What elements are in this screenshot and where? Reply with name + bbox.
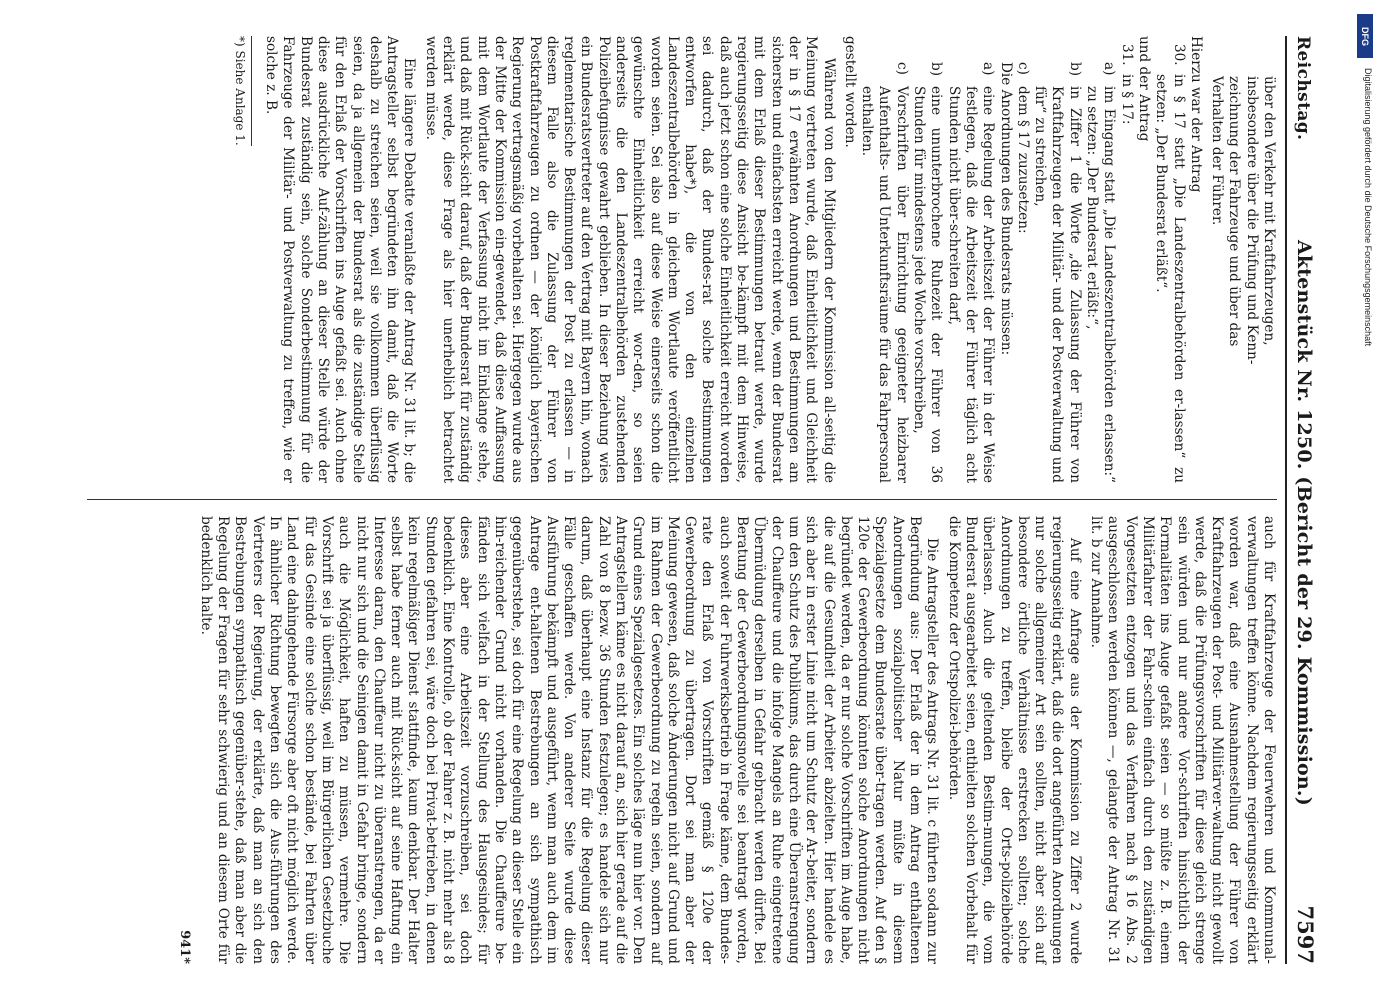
order-c [858,36,910,483]
body-paragraph: Während von den Mitgliedern der Kommission all-seitig die Meinung vertreten wurde, daß Einheitlichkeit und Gleichheit der in § 17 erwähnten Anordnungen und Bestimmungen am sichersten und einfachsten erreicht werde, wenn der Bundesrat mit dem Erlaß dieser Bestimmungen betraut werde, wurde regierungsseitig diese Ansicht be-kämpft mit dem Hinweise, daß auch jetzt schon eine solche Einheitlichkeit erreicht worden sei dadurch, daß der Bundes-rat solche Bestimmungen entworfen habe*), die von den einzelnen Landeszentralbehörden in gleichem Wortlaute veröffentlicht worden seien. Sei also auf diese Weise einerseits schon die gewünschte Einheitlichkeit erreicht wor-den, so seien anderseits die den Landeszentralbehörden zustehenden Polizeibefugnisse gewahrt geblieben. In dieser Beziehung wies ein Bundesratsvertreter auf den Vertrag mit Bayern hin, wonach reglementarische Bestimmungen der Post zu erlassen — in diesem Falle also die Zulassung der Führer von Postkraftfahrzeugen zu ordnen — der königlich bayerischen Regierung vertragsmäßig vorbehalten sei. Hiergegen wurde aus der Mitte der Kommission ein-gewendet, daß diese Auffassung mit dem Wortlaute der Verfassung nicht im Einklange stehe, und daß mit Rück-sicht darauf, daß der Bundesrat für zuständig erklärt werde, diese Frage als hier unerheblich betrachtet werden müsse. [422,36,837,483]
body-paragraph: Auf eine Anfrage aus der Kommission zu Ziffer 2 wurde regierungsseitig erklärt, daß die dort angeführten Anordnungen nur solche allgemeiner Art sein sollten, nicht aber sich auf besondere örtliche Verhältnisse erstrecken sollten; solche Anordnungen zu treffen, bleibe der Orts-polizeibehörde überlassen. Auch die geltenden Bestim-mungen, die vom Bundesrat ausgearbeitet seien, enthielten solchen Vorbehalt für die Kompetenz der Ortspolizei-behörden. [945,516,1083,964]
continued-line: Verhalten der Führer. [1209,76,1226,226]
order-a [944,36,996,483]
motion-31 [1117,36,1134,483]
text-columns [87,36,1277,964]
header-left: Reichstag. [1293,36,1313,141]
motion-number: 30. [1170,44,1187,66]
sub-text: Vorschriften über Einrichtung geeigneter heizbarer Aufenthalts- und Unterkunftsräume für das Fahrpersonal enthalten. [859,86,910,483]
motion-31-a [1083,36,1118,483]
footnote: *) Siehe Anlage 1. [232,36,247,146]
continued-line: zeichnung der Fahrzeuge und über das [1226,76,1243,347]
right-column [87,500,1277,964]
sub-label: c) [893,62,910,75]
sub-label: a) [1101,62,1118,76]
hierzu-line: Hierzu war der Antrag [1187,36,1204,193]
body-paragraph: Die Antragsteller des Antrags Nr. 31 lit. c führten sodann zur Begründung aus: Der Erlaß der in dem Antrag enthaltenen Anordnungen sozialpolitischer Natur müßte in diesem Spezialgesetze dem Bundesrate über-tragen werden. Auf den § 120e der Gewerbeordnung könnten solche Anordnungen nicht begründet werden, da er nur solche Vorschriften im Auge habe, die auf die Gesundheit der Arbeiter abzielten. Hier handele es sich aber in erster Linie nicht um Schutz der Ar-beiter, sondern um den Schutz des Publikums, das durch eine Überanstrengung der Chauffeure und die infolge Mangels an Ruhe eingetretene Übermüdung derselben in Gefahr gebracht werden dürfte. Bei Beratung der Gewerbeordnungsnovelle sei beantragt worden, auch soweit der Fuhrwerksbetrieb in Frage käme, dem Bundes-rate den Erlaß von Vorschriften gemäß § 120e der Gewerbeordnung zu übertragen. Dort sei man aber der Meinung gewesen, daß solche Änderungen nicht auf Grund und im Rahmen der Gewerbeordnung zu regeln seien, sondern auf Grund eines Spezialgesetzes. Ein solches läge nun hier vor. Den Antragstellern käme es nicht darauf an, sich hier gerade auf die Zahl von 8 bezw. 36 Stunden festzulegen; es handele sich nur darum, daß überhaupt eine Instanz für die Regelung dieser Fälle geschaffen werde. Von anderer Seite wurde diese Ausführung bekämpft und ausgeführt, wenn man auch dem im Antrage ent-haltenen Bestrebungen an sich sympathisch gegenüberstehe, sei doch für eine Regelung an dieser Stelle ein hin-reichender Grund nicht vorhanden. Die Chauffeure be-fänden sich vielfach in der Stellung des Hausgesindes; für dieses aber eine Arbeitszeit vorzuschreiben, sei doch bedenklich. Eine Kontrolle, ob der Fahrer z. B. nicht mehr als 8 Stunden gefahren sei, wäre doch bei Privat-betrieben, in denen kein regelmäßiger Dienst stattfinde, kaum denkbar. Der Halter selbst habe ferner auch mit Rück-sicht auf seine Haftung ein Interesse daran, den Chauffeur nicht zu überanstrengen, da er nicht nur sich und die Seinigen damit in Gefahr bringe, sondern auch die Möglichkeit, haften zu müssen, vermehre. Die Vorschrift sei ja überflüssig, weil im Bürgerlichen Gesetzbuche für das Gesinde eine solche schon bestände, bei Fahrten über Land eine dahingehende Fürsorge aber oft nicht möglich werde. In ähnlicher Richtung bewegten sich die Aus-führungen des Vertreters der Regierung, der erklärte, daß man an sich den Bestrebungen sympathisch gegenüber-stehe, daß man aber die Regelung der Fragen für sehr schwierig und an diesem Orte für bedenklich halte. [197,516,941,964]
sub-text: eine ununterbrochene Ruhezeit der Führer von 36 Stunden für mindestens jede Woche vorschreiben, [911,86,945,483]
dfg-logo: DFG [1357,14,1373,58]
anordnungen-line: Die Anordnungen des Bundesrats müssen: [997,62,1014,356]
motion-31-c [1014,36,1031,483]
dfg-credit: Digitalisierung gefördert durch die Deutsche Forschungsgemeinschaft [1363,68,1373,347]
motion-31-b [1031,36,1083,483]
motion-text: in § 17: [1118,74,1135,125]
sub-label: a) [980,62,997,76]
continued-line: insbesondere über die Prüfung und Kenn- [1243,76,1260,365]
sheet-mark: 941* [176,930,192,964]
order-b [910,36,945,483]
running-header [1285,36,1318,964]
left-column [87,36,1277,500]
motion-text: in § 17 statt „Die Landeszentralbehörden er-lassen“ zu setzen: „Der Bundesrat erläßt“. [1153,74,1187,483]
sub-text: eine Regelung der Arbeitszeit der Führer in der Weise festlegen, daß die Arbeitszeit der Führer täglich acht Stunden nicht über-schreiten darf, [945,86,997,483]
header-title: Aktenstück Nr. 1250. (Bericht der 29. Kommission.) [1293,240,1315,806]
gestellt-line: gestellt worden. [841,36,858,148]
und-der-line: und der Antrag [1135,36,1152,142]
footnote-rule [251,36,252,146]
sub-text: in Ziffer 1 die Worte „die Zulassung der Führer von Kraftfahrzeugen der Militär- und der Postverwaltung und für“ zu streichen, [1032,86,1083,483]
sub-text: dem § 17 zuzusetzen: [1014,86,1031,234]
digitization-strip [1357,8,1373,998]
sub-text: im Eingang statt „Die Landeszentralbehörden erlassen:“ zu setzen: „Der Bundesrat erläßt:“, [1084,86,1118,483]
sub-label: c) [1014,62,1031,75]
body-paragraph: Eine längere Debatte veranlaßte der Antrag Nr. 31 lit. b; die Antragsteller selbst begründeten ihn damit, daß die Worte deshalb zu streichen seien, weil sie vollkommen überflüssig seien, da ja allgemein der Bundesrat als die zuständige Stelle für den Erlaß der Vorschriften ins Auge gefaßt sei. Auch ohne diese ausdrückliche Auf-zählung an dieser Stelle würde der Bundesrat zuständig sein, solche Sonderbestimmung für die Fahrzeuge der Militär- und Postverwaltung zu treffen, wie er solche z. B. [263,36,418,483]
sub-label: b) [1066,62,1083,77]
continued-line: über den Verkehr mit Kraftfahrzeugen, [1261,76,1277,346]
sub-label: b) [928,62,945,77]
motion-30 [1152,36,1187,483]
page-number: 7597 [1293,905,1318,964]
motion-number: 31. [1118,44,1135,66]
body-paragraph: auch für Kraftfahrzeuge der Feuerwehren und Kommunal-verwaltungen treffen könne. Nachdem regierungsseitig erklärt worden war, daß eine Ausnahmestellung der Führer von Kraftfahrzeugen der Post- und Militärver-waltung nicht gewollt werde, daß die Prüfungsvorschriften für diese gleich strenge sein würden und nur andere Vor-schriften hinsichtlich der Formalitäten ins Auge gefaßt seien — so müßte z. B. einem Militärfahrer der Fahr-schein einfach durch den zuständigen Vorgesetzten entzogen und das Verfahren nach § 16 Abs. 2 ausgeschlossen werden können —, gelangte der Antrag Nr. 31 lit. b zur Annahme. [1088,516,1277,964]
